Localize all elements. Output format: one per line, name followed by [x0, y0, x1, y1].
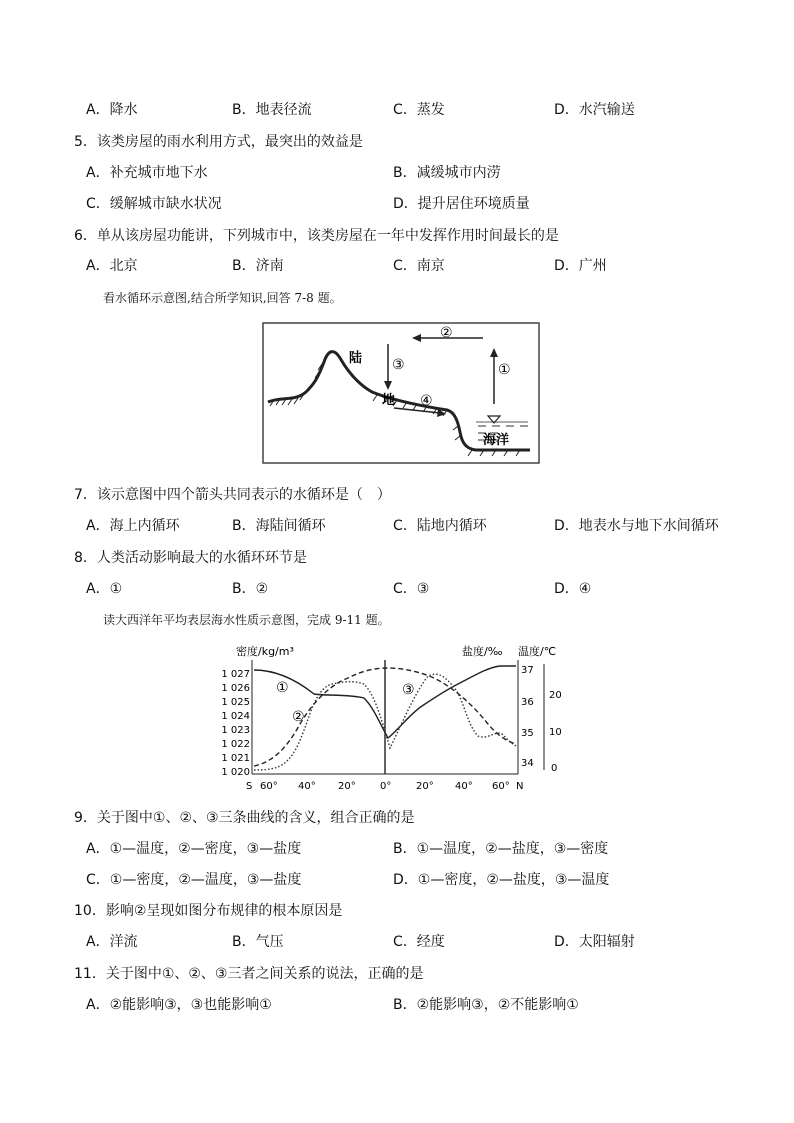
q10-option-b: B．气压 — [232, 934, 284, 950]
arrow-4-label: ④ — [420, 393, 433, 409]
temperature-tick: 20 — [549, 690, 562, 701]
x-tick: 40° — [298, 781, 316, 792]
salinity-tick: 37 — [521, 665, 534, 676]
question-11-stem: 11．关于图中①、②、③三者之间关系的说法，正确的是 — [74, 966, 424, 982]
q4-option-d: D．水汽输送 — [554, 102, 635, 118]
salinity-tick: 36 — [521, 697, 534, 708]
x-tick: 60° — [492, 781, 510, 792]
salinity-tick: 35 — [521, 728, 534, 739]
arrow-2-label: ② — [440, 325, 453, 341]
salinity-axis-label: 盐度/‰ — [462, 645, 503, 658]
land-label-1: 陆 — [349, 351, 363, 366]
q4-option-b: B．地表径流 — [232, 102, 312, 118]
density-tick: 1 021 — [221, 753, 250, 764]
q6-option-b: B．济南 — [232, 258, 284, 274]
density-axis-label: 密度/kg/m³ — [236, 645, 294, 658]
question-6-stem: 6．单从该房屋功能讲，下列城市中，该类房屋在一年中发挥作用时间最长的是 — [74, 228, 559, 244]
q8-option-b: B．② — [232, 581, 269, 597]
x-tick: S — [246, 781, 253, 792]
temperature-tick: 0 — [551, 763, 558, 774]
density-tick: 1 022 — [221, 739, 250, 750]
temperature-axis-label: 温度/℃ — [518, 645, 557, 658]
q7-option-c: C．陆地内循环 — [393, 518, 487, 534]
curve-2-label: ② — [292, 709, 305, 725]
q9-option-a: A．①—温度，②—密度，③—盐度 — [86, 841, 302, 857]
x-tick: 20° — [416, 781, 434, 792]
q10-option-c: C．经度 — [393, 934, 445, 950]
q7-option-d: D．地表水与地下水间循环 — [554, 518, 719, 534]
question-10-stem: 10．影响②呈现如图分布规律的根本原因是 — [74, 903, 343, 919]
question-9-stem: 9．关于图中①、②、③三条曲线的含义，组合正确的是 — [74, 810, 415, 826]
arrow-1-label: ① — [498, 362, 511, 378]
ocean-label: 海洋 — [483, 433, 510, 448]
intro-7-8: 看水循环示意图,结合所学知识,回答 7-8 题。 — [103, 291, 342, 305]
x-tick: 20° — [338, 781, 356, 792]
q4-option-c: C．蒸发 — [393, 102, 445, 118]
q9-option-d: D．①—密度，②—盐度，③—温度 — [393, 872, 610, 888]
q6-option-c: C．南京 — [393, 258, 445, 274]
q11-option-a: A．②能影响③，③也能影响① — [86, 997, 272, 1013]
question-8-stem: 8．人类活动影响最大的水循环环节是 — [74, 550, 307, 566]
atlantic-surface-properties-chart — [218, 642, 580, 794]
q6-option-d: D．广州 — [554, 258, 607, 274]
density-tick: 1 023 — [221, 725, 250, 736]
question-5-stem: 5．该类房屋的雨水利用方式，最突出的效益是 — [74, 134, 363, 150]
q4-option-a: A．降水 — [86, 102, 138, 118]
q5-option-a: A．补充城市地下水 — [86, 165, 208, 181]
q8-option-d: D．④ — [554, 581, 592, 597]
curve-1-label: ① — [276, 680, 289, 696]
q6-option-a: A．北京 — [86, 258, 138, 274]
q10-option-a: A．洋流 — [86, 934, 138, 950]
q10-option-d: D．太阳辐射 — [554, 934, 635, 950]
q7-option-b: B．海陆间循环 — [232, 518, 326, 534]
density-tick: 1 020 — [221, 767, 250, 778]
intro-9-11: 读大西洋年平均表层海水性质示意图，完成 9-11 题。 — [103, 613, 390, 627]
q9-option-b: B．①—温度，②—盐度，③—密度 — [393, 841, 609, 857]
density-tick: 1 027 — [221, 669, 250, 680]
salinity-tick: 34 — [521, 758, 534, 769]
water-cycle-diagram — [262, 322, 540, 464]
q8-option-c: C．③ — [393, 581, 430, 597]
temperature-tick: 10 — [549, 727, 562, 738]
density-tick: 1 025 — [221, 697, 250, 708]
density-tick: 1 026 — [221, 683, 250, 694]
q9-option-c: C．①—密度，②—温度，③—盐度 — [86, 872, 302, 888]
q8-option-a: A．① — [86, 581, 123, 597]
curve-3-label: ③ — [402, 682, 415, 698]
x-tick: 0° — [380, 781, 392, 792]
q5-option-c: C．缓解城市缺水状况 — [86, 196, 222, 212]
x-tick: 60° — [260, 781, 278, 792]
arrow-3-label: ③ — [392, 357, 405, 373]
q5-option-b: B．减缓城市内涝 — [393, 165, 501, 181]
x-tick: 40° — [455, 781, 473, 792]
question-7-stem: 7．该示意图中四个箭头共同表示的水循环是（ ） — [74, 487, 391, 503]
q11-option-b: B．②能影响③，②不能影响① — [393, 997, 579, 1013]
land-label-2: 地 — [382, 393, 396, 408]
x-tick: N — [516, 781, 524, 792]
q7-option-a: A．海上内循环 — [86, 518, 180, 534]
q5-option-d: D．提升居住环境质量 — [393, 196, 530, 212]
density-tick: 1 024 — [221, 711, 250, 722]
